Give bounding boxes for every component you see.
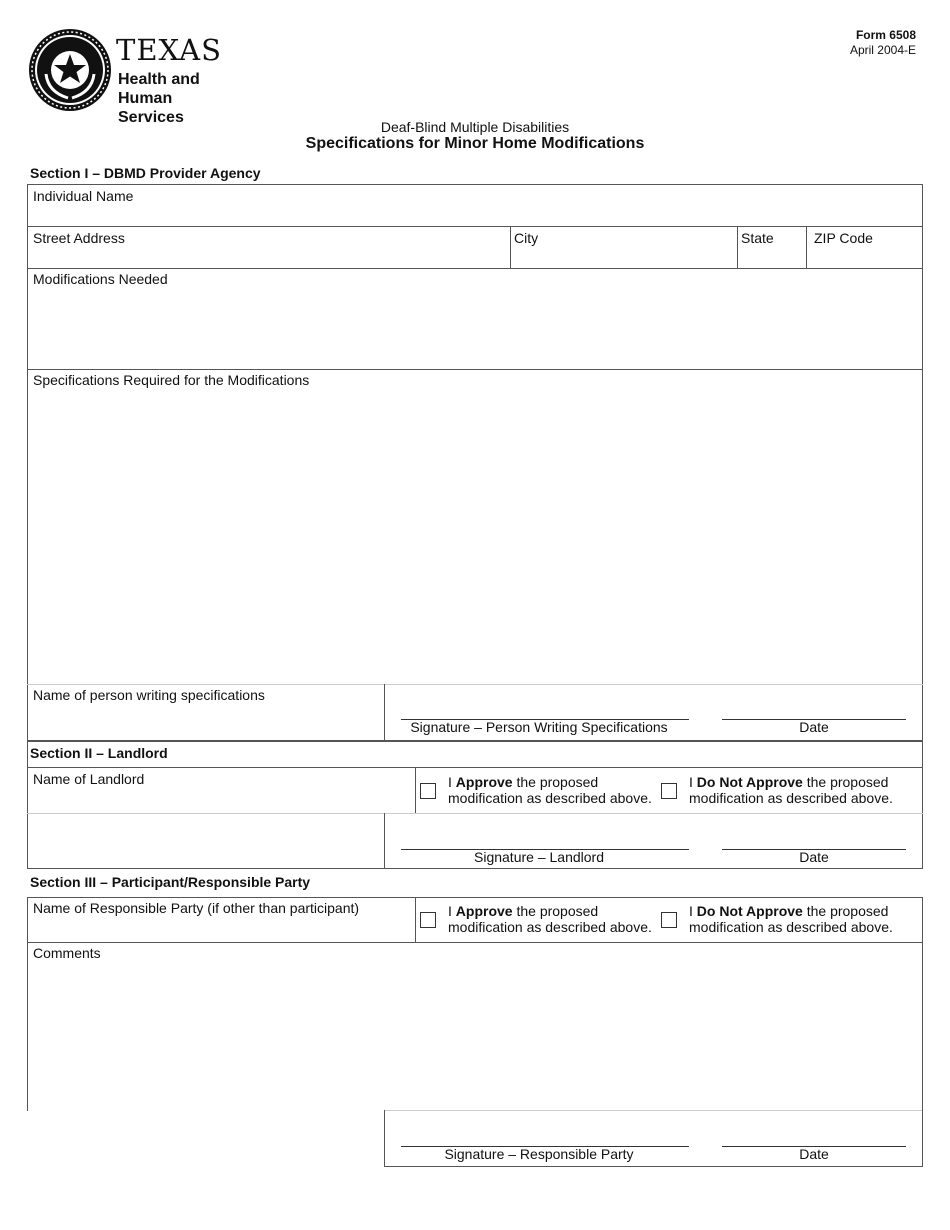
divider [27, 268, 923, 269]
divider [510, 226, 511, 268]
landlord-approve-label [448, 774, 652, 806]
section2-heading: Section II – Landlord [30, 745, 168, 761]
approve-prefix: I [448, 903, 456, 919]
responsible-not-approve-line1 [689, 903, 893, 919]
divider [27, 226, 923, 227]
approve-rest: the proposed [512, 774, 599, 790]
agency-logo [28, 28, 258, 126]
date-label: Date [799, 719, 829, 735]
approve-prefix: I [448, 774, 456, 790]
responsible-not-approve-checkbox[interactable] [661, 912, 677, 928]
responsible-approve-checkbox[interactable] [420, 912, 436, 928]
landlord-approve-checkbox[interactable] [420, 783, 436, 799]
responsible-not-approve-label [689, 903, 893, 935]
responsible-not-approve-line2: modification as described above. [689, 919, 893, 935]
state-label: State [741, 230, 774, 246]
approve-bold: Approve [455, 774, 513, 790]
form-title: Specifications for Minor Home Modifications [305, 135, 645, 152]
divider [384, 1110, 922, 1111]
specifications-required-label: Specifications Required for the Modifications [33, 372, 310, 388]
section3-heading: Section III – Participant/Responsible Party [30, 874, 311, 890]
zip-code-label: ZIP Code [814, 230, 873, 246]
divider [27, 897, 28, 1111]
signature-person-writing-label: Signature – Person Writing Specifications [410, 719, 668, 735]
divider [384, 684, 385, 741]
approve-rest: the proposed [512, 903, 599, 919]
texas-seal-icon [28, 28, 112, 112]
landlord-approve-line1 [448, 774, 652, 790]
street-address-label: Street Address [33, 230, 125, 246]
modifications-needed-field[interactable] [33, 271, 913, 365]
responsible-approve-label [448, 903, 652, 935]
landlord-not-approve-label [689, 774, 893, 806]
landlord-name-label: Name of Landlord [33, 771, 145, 787]
divider [737, 226, 738, 268]
responsible-approve-line1 [448, 903, 652, 919]
name-person-writing-field[interactable] [33, 687, 378, 737]
divider [27, 813, 923, 814]
divider [27, 767, 923, 768]
not-approve-prefix: I [689, 774, 697, 790]
not-approve-bold: Do Not Approve [696, 903, 803, 919]
divider [27, 897, 923, 898]
not-approve-bold: Do Not Approve [696, 774, 803, 790]
landlord-not-approve-line2: modification as described above. [689, 790, 893, 806]
divider [27, 942, 923, 943]
landlord-approve-line2: modification as described above. [448, 790, 652, 806]
individual-name-field[interactable] [33, 188, 913, 224]
date-label: Date [799, 849, 829, 865]
state-field[interactable] [741, 230, 801, 266]
date-label: Date [799, 1146, 829, 1162]
divider [384, 813, 385, 869]
landlord-not-approve-checkbox[interactable] [661, 783, 677, 799]
divider [384, 1110, 385, 1167]
divider [384, 1166, 923, 1167]
not-approve-rest: the proposed [802, 774, 889, 790]
comments-field[interactable] [33, 945, 913, 1105]
divider [27, 369, 923, 370]
divider [415, 767, 416, 813]
individual-name-label: Individual Name [33, 188, 134, 204]
signature-responsible-label: Signature – Responsible Party [444, 1146, 634, 1162]
landlord-name-field[interactable] [33, 771, 408, 809]
agency-subname-line1: Health and Human [118, 71, 200, 107]
approve-bold: Approve [455, 903, 513, 919]
signature-landlord-label: Signature – Landlord [474, 849, 604, 865]
divider [415, 897, 416, 942]
not-approve-prefix: I [689, 903, 697, 919]
agency-name: TEXAS [116, 33, 222, 67]
specifications-required-field[interactable] [33, 372, 913, 680]
agency-subname-line2: Services [118, 109, 184, 126]
name-person-writing-label: Name of person writing specifications [33, 687, 265, 703]
landlord-not-approve-line1 [689, 774, 893, 790]
responsible-party-name-label: Name of Responsible Party (if other than participant) [33, 900, 360, 916]
responsible-party-name-field[interactable] [33, 900, 408, 938]
divider [922, 897, 923, 1167]
section1-heading: Section I – DBMD Provider Agency [30, 165, 261, 181]
divider [27, 684, 923, 685]
zip-code-field[interactable] [814, 230, 918, 266]
not-approve-rest: the proposed [802, 903, 889, 919]
form-subtitle: Deaf-Blind Multiple Disabilities [380, 119, 570, 135]
city-label: City [514, 230, 539, 246]
form-date: April 2004-E [849, 43, 916, 57]
modifications-needed-label: Modifications Needed [33, 271, 168, 287]
form-number: Form 6508 [855, 28, 916, 42]
city-field[interactable] [514, 230, 732, 266]
comments-label: Comments [33, 945, 101, 961]
street-address-field[interactable] [33, 230, 503, 266]
responsible-approve-line2: modification as described above. [448, 919, 652, 935]
divider [806, 226, 807, 268]
